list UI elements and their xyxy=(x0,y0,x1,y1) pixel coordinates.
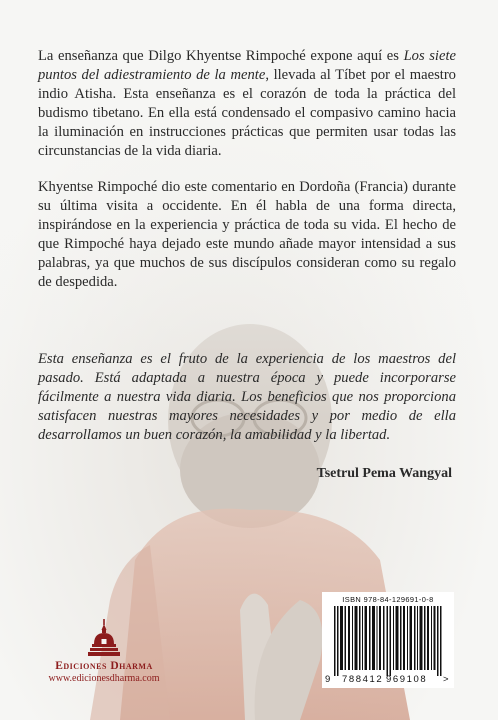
ean-first-digit: 9 xyxy=(325,674,331,685)
ean-right-group: 969108 xyxy=(386,674,428,685)
ean-left-group: 788412 xyxy=(342,674,384,685)
stupa-icon xyxy=(84,618,124,658)
publisher-logo xyxy=(44,618,164,684)
publisher-name: Ediciones Dharma xyxy=(55,660,153,672)
quote-author: Tsetrul Pema Wangyal xyxy=(316,466,452,481)
book-title-italic: Los siete puntos del adiestramiento de la mente xyxy=(38,48,456,83)
isbn-barcode xyxy=(322,592,454,688)
intro-paragraph xyxy=(38,47,456,161)
quote-paragraph: Esta enseñanza es el fruto de la experiencia de los maestros del pasado. Está adaptada a nuestra época y puede incorporarse fácilmente a nuestra vida diaria. Los beneficios que nos proporciona satisfacen nuestras mayores necesidades y por medio de ella desarrollamos un buen corazón, la amabilidad y la libertad. xyxy=(38,351,456,443)
intro-text-start: La enseñanza que Dilgo Khyentse Rimpoché expone aquí es xyxy=(38,48,404,64)
intro-text-end: , llevada al Tíbet por el maestro indio Atisha. Esta enseñanza es el corazón de toda la práctica del budismo tibetano. En ella está condensado el compasivo camino hacia la iluminación en instrucciones prácticas que permiten usar todas las circunstancias de la vida diaria. xyxy=(38,67,456,159)
isbn-text: ISBN 978-84-129691-0-8 xyxy=(342,595,434,604)
ean-quiet-zone-marker: > xyxy=(443,674,449,685)
barcode-bars xyxy=(334,606,442,676)
publisher-url: www.edicionesdharma.com xyxy=(48,673,160,684)
context-paragraph: Khyentse Rimpoché dio este comentario en Dordoña (Francia) durante su última visita a occidente. En él habla de una forma directa, inspirándose en la experiencia y práctica de toda su vida. El hecho de que Rimpoché haya dejado este mundo añade mayor intensidad a sus palabras, ya que muchos de sus discípulos consideran como su regalo de despedida. xyxy=(38,179,456,290)
